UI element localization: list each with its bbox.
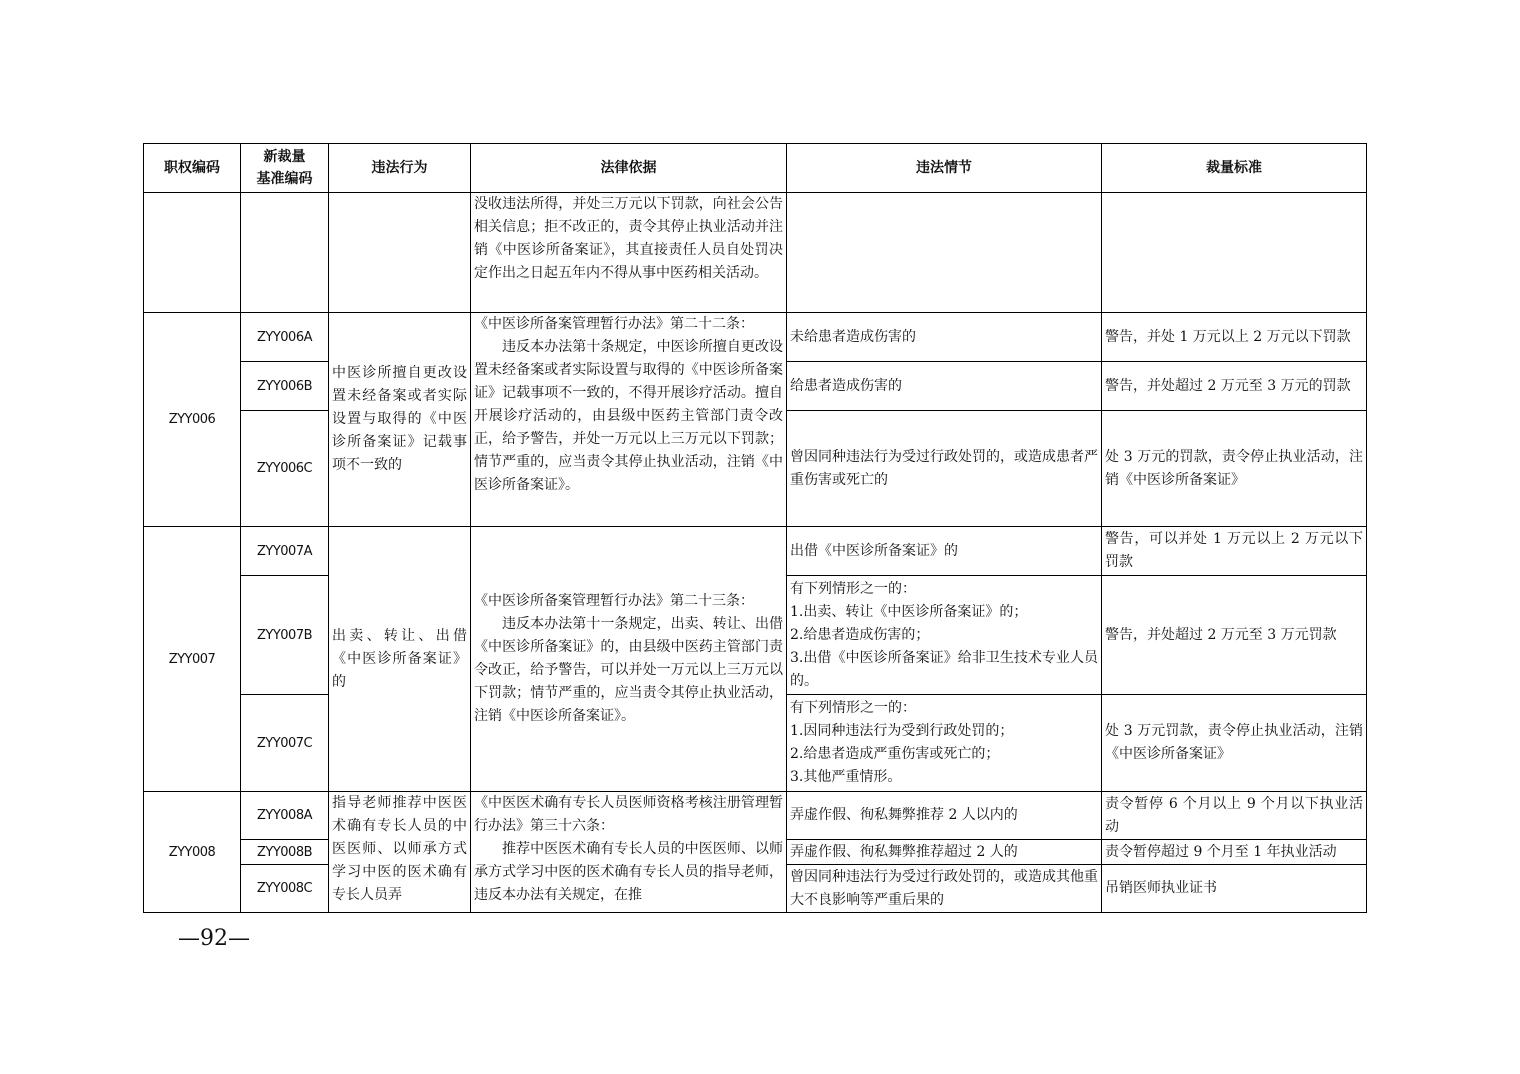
legal-basis [471,792,787,913]
basis-continuation: 没收违法所得，并处三万元以下罚款，向社会公告相关信息；拒不改正的，责令其停止执业活动并注销《中医诊所备案证》，其直接责任人员自处罚决定作出之日起五年内不得从事中医药相关活动。 [471,193,787,313]
sub-code: ZYY008A [241,792,329,840]
violation-plot: 未给患者造成伤害的 [787,313,1102,362]
basis-body: 违反本办法第十条规定，中医诊所擅自更改设置未经备案或者实际设置与取得的《中医诊所备案证》记载事项不一致的，不得开展诊疗活动。擅自开展诊疗活动的，由县级中医药主管部门责令改正，给予警告，并处一万元以上三万元以下罚款；情节严重的，应当责令其停止执业活动，注销《中医诊所备案证》。 [474,339,783,493]
empty-cell [241,193,329,313]
penalty-standard: 处 3 万元罚款，责令停止执业活动，注销《中医诊所备案证》 [1102,695,1367,792]
empty-cell [329,193,471,313]
legal-basis [471,313,787,527]
penalty-standard: 警告，可以并处 1 万元以上 2 万元以下罚款 [1102,527,1367,576]
empty-cell [144,193,241,313]
basis-title: 《中医诊所备案管理暂行办法》第二十三条： [474,593,754,609]
table-header-row [144,144,1367,193]
sub-code: ZYY006C [241,411,329,527]
table-row [144,792,1367,840]
penalty-standard: 警告，并处超过 2 万元至 3 万元罚款 [1102,576,1367,695]
legal-basis [471,527,787,792]
violation-plot: 弄虚作假、徇私舞弊推荐 2 人以内的 [787,792,1102,840]
violation-behavior: 中医诊所擅自更改设置未经备案或者实际设置与取得的《中医诊所备案证》记载事项不一致的 [329,313,471,527]
sub-code: ZYY006B [241,362,329,411]
violation-behavior: 指导老师推荐中医医术确有专长人员的中医医师、以师承方式学习中医的医术确有专长人员弄 [329,792,471,913]
sub-code: ZYY006A [241,313,329,362]
penalty-standard: 吊销医师执业证书 [1102,865,1367,913]
violation-plot: 曾因同种违法行为受过行政处罚的，或造成其他重大不良影响等严重后果的 [787,865,1102,913]
empty-cell [1102,193,1367,313]
header-standard: 裁量标准 [1102,144,1367,193]
violation-plot: 出借《中医诊所备案证》的 [787,527,1102,576]
sub-code: ZYY008C [241,865,329,913]
authority-code: ZYY007 [144,527,241,792]
table-row [144,313,1367,362]
basis-title: 《中医诊所备案管理暂行办法》第二十二条： [474,316,754,332]
table-row [144,193,1367,313]
basis-body: 推荐中医医术确有专长人员的中医医师、以师承方式学习中医的医术确有专长人员的指导老师，违反本办法有关规定，在推 [474,841,783,903]
violation-plot: 有下列情形之一的： 1.因同种违法行为受到行政处罚的； 2.给患者造成严重伤害或死亡的； 3.其他严重情形。 [787,695,1102,792]
penalty-standard: 警告，并处超过 2 万元至 3 万元的罚款 [1102,362,1367,411]
penalty-standard: 责令暂停超过 9 个月至 1 年执业活动 [1102,840,1367,865]
sub-code: ZYY007C [241,695,329,792]
sub-code: ZYY007B [241,576,329,695]
header-legal-basis: 法律依据 [471,144,787,193]
violation-plot: 曾因同种违法行为受过行政处罚的，或造成患者严重伤害或死亡的 [787,411,1102,527]
empty-cell [787,193,1102,313]
sub-code: ZYY007A [241,527,329,576]
regulation-table [143,143,1367,913]
header-violation: 违法行为 [329,144,471,193]
authority-code: ZYY006 [144,313,241,527]
basis-title: 《中医医术确有专长人员医师资格考核注册管理暂行办法》第三十六条： [474,795,783,834]
authority-code: ZYY008 [144,792,241,913]
header-violation-plot: 违法情节 [787,144,1102,193]
basis-body: 违反本办法第十一条规定，出卖、转让、出借《中医诊所备案证》的，由县级中医药主管部门责令改正，给予警告，可以并处一万元以上三万元以下罚款；情节严重的，应当责令其停止执业活动，注销《中医诊所备案证》。 [474,616,783,724]
penalty-standard: 警告，并处 1 万元以上 2 万元以下罚款 [1102,313,1367,362]
penalty-standard: 责令暂停 6 个月以上 9 个月以下执业活动 [1102,792,1367,840]
table-row [144,527,1367,576]
violation-plot: 给患者造成伤害的 [787,362,1102,411]
violation-behavior: 出卖、转让、出借《中医诊所备案证》的 [329,527,471,792]
violation-plot: 弄虚作假、徇私舞弊推荐超过 2 人的 [787,840,1102,865]
sub-code: ZYY008B [241,840,329,865]
header-authority-code: 职权编码 [144,144,241,193]
violation-plot: 有下列情形之一的： 1.出卖、转让《中医诊所备案证》的； 2.给患者造成伤害的； 3.出借《中医诊所备案证》给非卫生技术专业人员的。 [787,576,1102,695]
header-new-code: 新裁量 基准编码 [241,144,329,193]
penalty-standard: 处 3 万元的罚款，责令停止执业活动，注销《中医诊所备案证》 [1102,411,1367,527]
page-number: —92— [178,926,250,951]
